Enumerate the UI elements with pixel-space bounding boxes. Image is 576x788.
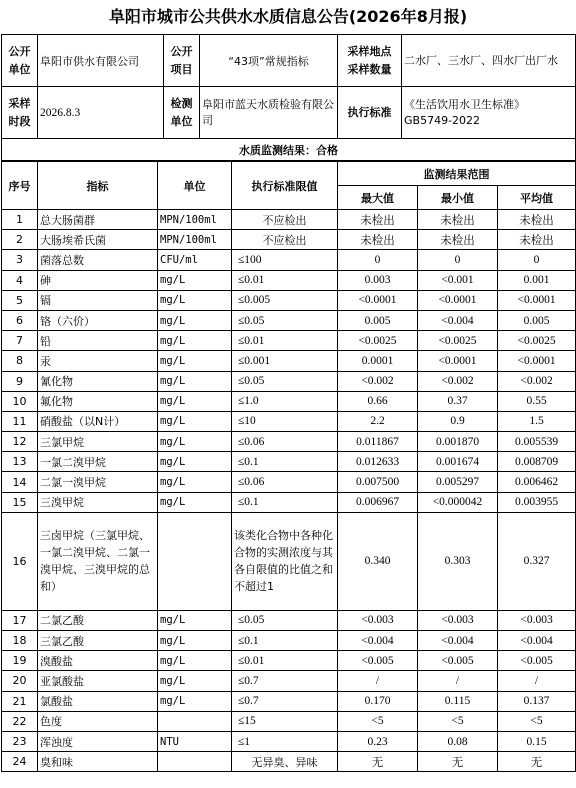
row-avg: <0.004 [498,631,576,651]
header-avg: 平均值 [498,186,576,210]
row-no: 8 [2,351,38,371]
row-max: 0 [338,250,418,270]
row-limit: 该类化合物中各种化合物的实测浓度与其各自限值的比值之和不超过1 [232,512,338,610]
row-unit: mg/L [158,472,232,492]
row-unit [158,512,232,610]
row-indicator: 臭和味 [38,752,158,772]
row-min: 0.001870 [418,432,498,452]
lab-label: 检测单位 [164,87,200,139]
row-no: 21 [2,691,38,711]
row-min: 无 [418,752,498,772]
table-row [2,331,576,351]
row-indicator: 一氯二溴甲烷 [38,452,158,472]
row-avg: 无 [498,752,576,772]
row-limit: ≤100 [232,250,338,270]
row-avg: 0.55 [498,391,576,411]
row-avg: / [498,671,576,691]
row-avg: 0.001 [498,270,576,290]
table-row [2,411,576,431]
row-no: 23 [2,731,38,751]
site-value: 二水厂、三水厂、四水厂出厂水 [402,35,576,87]
row-avg: 0.137 [498,691,576,711]
row-unit: MPN/100ml [158,230,232,250]
row-limit: 不应检出 [232,230,338,250]
row-indicator: 菌落总数 [38,250,158,270]
row-min: / [418,671,498,691]
row-max: <0.003 [338,610,418,630]
row-avg: <0.0001 [498,290,576,310]
row-max: <5 [338,711,418,731]
count-label: 采样数量 [347,62,392,76]
row-limit: ≤1.0 [232,391,338,411]
row-min: 0.001674 [418,452,498,472]
row-unit: mg/L [158,411,232,431]
row-limit: ≤0.05 [232,310,338,330]
row-no: 3 [2,250,38,270]
row-avg: <0.003 [498,610,576,630]
row-unit: mg/L [158,452,232,472]
table-row [2,711,576,731]
unit-value: 阜阳市供水有限公司 [38,35,164,87]
row-avg: 0.005539 [498,432,576,452]
row-indicator: 汞 [38,351,158,371]
row-unit: CFU/ml [158,250,232,270]
date-value: 2026.8.3 [38,87,164,139]
row-avg: 0.008709 [498,452,576,472]
row-min: 0.37 [418,391,498,411]
row-min: 未检出 [418,230,498,250]
row-avg: 未检出 [498,230,576,250]
row-no: 7 [2,331,38,351]
row-unit: mg/L [158,610,232,630]
row-no: 18 [2,631,38,651]
row-max: / [338,671,418,691]
row-min: <5 [418,711,498,731]
row-limit: ≤0.05 [232,371,338,391]
row-indicator: 氯酸盐 [38,691,158,711]
table-row [2,351,576,371]
row-unit: mg/L [158,290,232,310]
row-max: 0.23 [338,731,418,751]
table-row [2,472,576,492]
row-limit: ≤0.1 [232,452,338,472]
row-limit: ≤1 [232,731,338,751]
row-no: 6 [2,310,38,330]
info-table [1,34,576,161]
row-no: 14 [2,472,38,492]
row-limit: ≤0.01 [232,270,338,290]
row-min: <0.000042 [418,492,498,512]
table-row [2,310,576,330]
row-limit: ≤0.7 [232,671,338,691]
table-row [2,290,576,310]
table-row [2,512,576,610]
row-no: 4 [2,270,38,290]
table-row [2,492,576,512]
row-unit [158,711,232,731]
row-indicator: 三卤甲烷（三氯甲烷、一氯二溴甲烷、二氯一溴甲烷、三溴甲烷的总和） [38,512,158,610]
row-avg: 0.15 [498,731,576,751]
row-avg: <0.0025 [498,331,576,351]
site-label: 采样地点 [347,44,392,58]
row-no: 22 [2,711,38,731]
row-indicator: 镉 [38,290,158,310]
row-max: <0.0025 [338,331,418,351]
row-unit [158,752,232,772]
table-row [2,270,576,290]
row-avg: <0.002 [498,371,576,391]
row-indicator: 氰化物 [38,371,158,391]
row-no: 5 [2,290,38,310]
row-no: 15 [2,492,38,512]
row-max: 0.66 [338,391,418,411]
row-min: <0.0001 [418,290,498,310]
row-min: <0.004 [418,310,498,330]
row-min: <0.002 [418,371,498,391]
row-avg: 0 [498,250,576,270]
row-max: 0.003 [338,270,418,290]
row-no: 13 [2,452,38,472]
row-unit: mg/L [158,651,232,671]
row-no: 9 [2,371,38,391]
row-unit: mg/L [158,351,232,371]
row-min: <0.0025 [418,331,498,351]
table-row [2,230,576,250]
row-no: 20 [2,671,38,691]
row-avg: <5 [498,711,576,731]
row-unit: mg/L [158,671,232,691]
table-row [2,452,576,472]
row-min: 0.005297 [418,472,498,492]
header-no: 序号 [2,162,38,210]
table-row [2,731,576,751]
row-limit: ≤0.1 [232,631,338,651]
row-min: 0.9 [418,411,498,431]
row-avg: 1.5 [498,411,576,431]
table-row [2,432,576,452]
row-max: <0.004 [338,631,418,651]
row-indicator: 铅 [38,331,158,351]
row-max: 0.012633 [338,452,418,472]
row-max: 无 [338,752,418,772]
row-unit: mg/L [158,631,232,651]
row-max: <0.002 [338,371,418,391]
row-indicator: 铬（六价） [38,310,158,330]
row-limit: ≤0.06 [232,432,338,452]
results-table [1,161,576,772]
row-limit: ≤15 [232,711,338,731]
row-indicator: 大肠埃希氏菌 [38,230,158,250]
result-summary: 水质监测结果：合格 [2,139,576,161]
row-unit: mg/L [158,331,232,351]
row-unit: mg/L [158,492,232,512]
row-min: 未检出 [418,210,498,230]
row-indicator: 总大肠菌群 [38,210,158,230]
row-unit: mg/L [158,391,232,411]
row-max: 0.0001 [338,351,418,371]
row-max: 0.011867 [338,432,418,452]
table-row [2,631,576,651]
row-unit: mg/L [158,270,232,290]
row-indicator: 二氯一溴甲烷 [38,472,158,492]
table-row [2,371,576,391]
row-unit: mg/L [158,310,232,330]
row-indicator: 砷 [38,270,158,290]
lab-value: 阜阳市蓝天水质检验有限公司 [200,87,338,139]
row-no: 11 [2,411,38,431]
row-no: 16 [2,512,38,610]
row-min: <0.005 [418,651,498,671]
row-limit: 不应检出 [232,210,338,230]
row-max: 0.340 [338,512,418,610]
row-limit: ≤0.06 [232,472,338,492]
row-indicator: 三溴甲烷 [38,492,158,512]
row-no: 17 [2,610,38,630]
row-min: <0.001 [418,270,498,290]
row-min: 0.303 [418,512,498,610]
row-max: 2.2 [338,411,418,431]
row-limit: ≤0.01 [232,651,338,671]
row-no: 2 [2,230,38,250]
row-unit: MPN/100ml [158,210,232,230]
table-row [2,391,576,411]
row-avg: 0.006462 [498,472,576,492]
table-row [2,671,576,691]
row-limit: 无异臭、异味 [232,752,338,772]
row-limit: ≤0.1 [232,492,338,512]
date-label: 采样时段 [2,87,38,139]
row-no: 12 [2,432,38,452]
row-indicator: 溴酸盐 [38,651,158,671]
row-limit: ≤0.01 [232,331,338,351]
row-avg: 0.327 [498,512,576,610]
table-row [2,210,576,230]
row-min: <0.003 [418,610,498,630]
table-row [2,250,576,270]
table-row [2,610,576,630]
standard-value: 《生活饮用水卫生标准》GB5749-2022 [402,87,576,139]
row-indicator: 亚氯酸盐 [38,671,158,691]
row-unit: NTU [158,731,232,751]
row-no: 19 [2,651,38,671]
row-max: 0.006967 [338,492,418,512]
row-unit: mg/L [158,371,232,391]
row-max: <0.005 [338,651,418,671]
row-unit: mg/L [158,691,232,711]
table-row [2,752,576,772]
header-indicator: 指标 [38,162,158,210]
row-max: 0.170 [338,691,418,711]
row-avg: 0.003955 [498,492,576,512]
row-avg: <0.005 [498,651,576,671]
header-limit: 执行标准限值 [232,162,338,210]
row-avg: 未检出 [498,210,576,230]
row-min: 0.08 [418,731,498,751]
row-indicator: 浑浊度 [38,731,158,751]
page-title: 阜阳市城市公共供水水质信息公告(2026年8月报) [108,7,468,26]
row-min: 0.115 [418,691,498,711]
unit-label: 公开单位 [2,35,38,87]
site-count-label [338,35,402,87]
row-no: 1 [2,210,38,230]
header-min: 最小值 [418,186,498,210]
row-no: 10 [2,391,38,411]
row-min: <0.0001 [418,351,498,371]
row-no: 24 [2,752,38,772]
row-limit: ≤0.05 [232,610,338,630]
project-value: “43项”常规指标 [200,35,338,87]
header-max: 最大值 [338,186,418,210]
row-limit: ≤10 [232,411,338,431]
row-indicator: 二氯乙酸 [38,610,158,630]
row-limit: ≤0.005 [232,290,338,310]
standard-label: 执行标准 [338,87,402,139]
row-max: 未检出 [338,230,418,250]
row-max: 0.005 [338,310,418,330]
header-range: 监测结果范围 [338,162,576,186]
row-indicator: 三氯乙酸 [38,631,158,651]
row-limit: ≤0.001 [232,351,338,371]
row-max: 0.007500 [338,472,418,492]
row-indicator: 三氯甲烷 [38,432,158,452]
row-avg: <0.0001 [498,351,576,371]
row-max: <0.0001 [338,290,418,310]
row-indicator: 色度 [38,711,158,731]
row-indicator: 硝酸盐（以N计） [38,411,158,431]
row-indicator: 氟化物 [38,391,158,411]
header-unit: 单位 [158,162,232,210]
row-limit: ≤0.7 [232,691,338,711]
table-row [2,651,576,671]
results-body [2,210,576,772]
row-min: 0 [418,250,498,270]
table-row [2,691,576,711]
row-avg: 0.005 [498,310,576,330]
row-min: <0.004 [418,631,498,651]
row-unit: mg/L [158,432,232,452]
row-max: 未检出 [338,210,418,230]
project-label: 公开项目 [164,35,200,87]
